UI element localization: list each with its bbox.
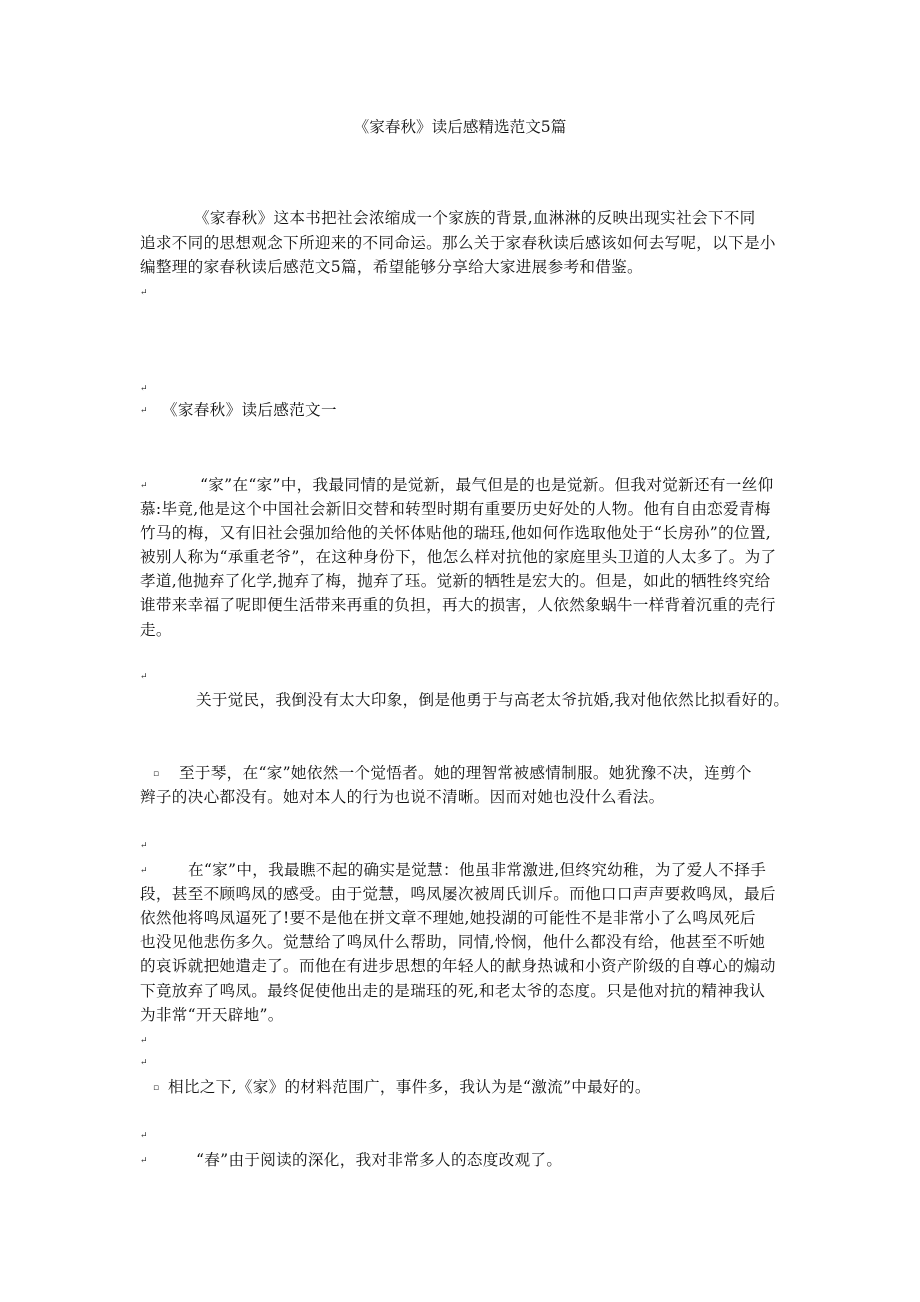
paragraph-mark-icon: ↵ [140, 1131, 148, 1141]
bullet-icon: ▫ [153, 1083, 160, 1093]
text-line: 依然他将鸣凤逼死了!要不是他在拼文章不理她,她投湖的可能性不是非常小了么鸣凤死后 [140, 909, 756, 927]
text-line: 谁带来幸福了呢即便生活带来再重的负担，再大的损害，人依然象蜗牛一样背着沉重的壳行 [140, 596, 776, 614]
text-line: 也没见他悲伤多久。觉慧给了鸣凤什么帮助，同情,怜悯，他什么都没有给，他甚至不听她 [140, 933, 766, 951]
paragraph-juemin: 关于觉民，我倒没有太大印象，倒是他勇于与高老太爷抗婚,我对他依然比拟看好的。 [196, 691, 790, 709]
text-line: 走。 [140, 621, 172, 639]
paragraph-mark-icon: ↵ [140, 1036, 148, 1046]
text-line: 孝道,他抛弃了化学,抛弃了梅，抛弃了珏。觉新的牺牲是宏大的。但是，如此的牺牲终究给 [140, 572, 771, 590]
paragraph-mark-icon: ↵ [140, 481, 148, 491]
text-line: 辫子的决心都没有。她对本人的行为也说不清晰。因而对她也没什么看法。 [140, 788, 665, 806]
paragraph-compare: 相比之下,《家》的材料范围广，事件多，我认为是“激流”中最好的。 [168, 1078, 651, 1096]
paragraph-mark-icon: ↵ [140, 406, 148, 416]
text-line: 下竟放弃了鸣凤。最终促使他出走的是瑞珏的死,和老太爷的态度。只是他对抗的精神我认 [140, 982, 766, 1000]
text-line: 《家春秋》这本书把社会浓缩成一个家族的背景,血淋淋的反映出现实社会下不同 [194, 209, 756, 227]
text-line: 的哀诉就把她遣走了。而他在有进步思想的年轻人的献身热诚和小资产阶级的自尊心的煽动 [140, 957, 776, 975]
text-line: “家”在“家”中，我最同情的是觉新，最气但是的也是觉新。但我对觉新还有一丝仰 [200, 476, 774, 494]
paragraph-mark-icon: ↵ [140, 384, 148, 394]
text-line: 段，甚至不顾鸣凤的感受。由于觉慧，鸣凤屡次被周氏训斥。而他口口声声要救鸣凤，最后 [140, 885, 776, 903]
paragraph-mark-icon: ↵ [140, 841, 148, 851]
paragraph-mark-icon: ↵ [140, 672, 148, 682]
text-line: 追求不同的思想观念下所迎来的不同命运。那么关于家春秋读后感该如何去写呢，以下是小 [140, 234, 776, 252]
text-line: 在“家”中，我最瞧不起的确实是觉慧：他虽非常激进,但终究幼稚，为了爱人不择手 [188, 861, 767, 879]
paragraph-mark-icon: ↵ [140, 866, 148, 876]
document-title: 《家春秋》读后感精选范文5篇 [353, 118, 567, 136]
text-line: 至于琴，在“家”她依然一个觉悟者。她的理智常被感情制服。她犹豫不决，连剪个 [179, 764, 752, 782]
paragraph-chun: “春”由于阅读的深化，我对非常多人的态度改观了。 [196, 1151, 563, 1169]
text-line: 为非常“开天辟地”。 [140, 1006, 284, 1024]
section-heading: 《家春秋》读后感范文一 [162, 401, 337, 419]
paragraph-mark-icon: ↵ [140, 1058, 148, 1068]
text-line: 编整理的家春秋读后感范文5篇，希望能够分享给大家进展参考和借鉴。 [140, 258, 643, 276]
bullet-icon: ▫ [153, 769, 160, 779]
paragraph-mark-icon: ↵ [140, 288, 148, 298]
text-line: 竹马的梅，又有旧社会强加给他的关怀体贴他的瑞珏,他如何作选取他处于“长房孙”的位置, [140, 524, 772, 542]
paragraph-mark-icon: ↵ [140, 1156, 148, 1166]
text-line: 慕:毕竟,他是这个中国社会新旧交替和转型时期有重要历史好处的人物。他有自由恋爱青梅 [140, 500, 771, 518]
text-line: 被别人称为“承重老爷”，在这种身份下，他怎么样对抗他的家庭里头卫道的人太多了。为了 [140, 548, 777, 566]
